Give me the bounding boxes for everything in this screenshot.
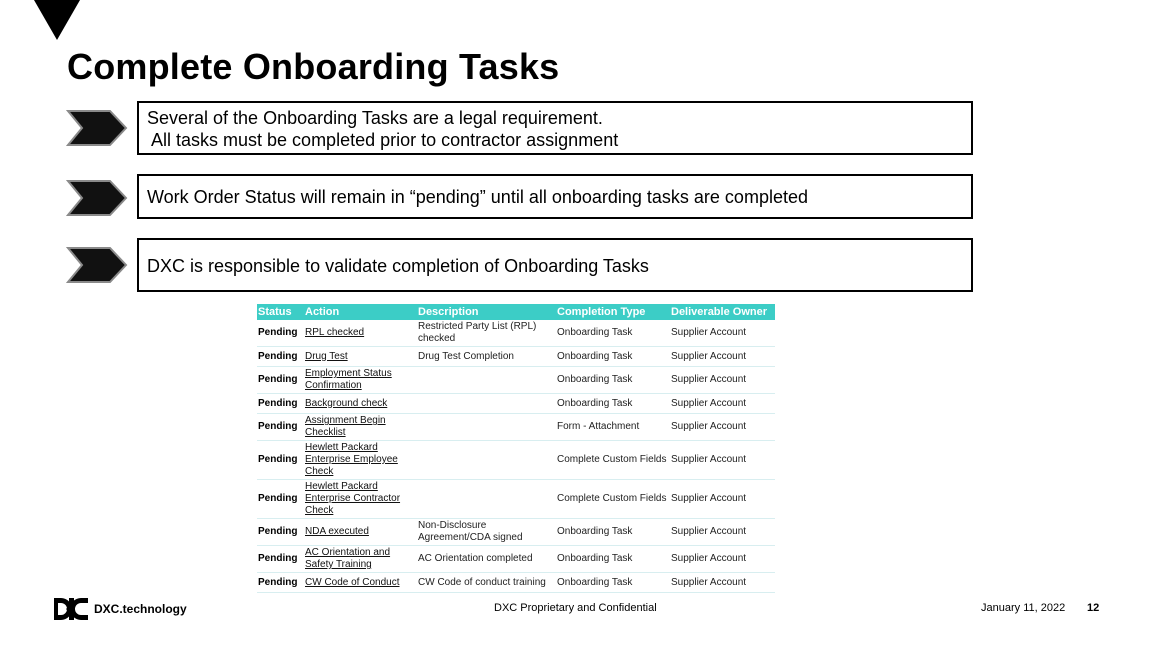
note-text: Several of the Onboarding Tasks are a legal requirement. <box>147 108 603 128</box>
completion-type-cell: Complete Custom Fields <box>556 441 670 480</box>
status-cell: Pending <box>257 320 304 347</box>
completion-type-cell: Onboarding Task <box>556 367 670 394</box>
completion-type-cell: Onboarding Task <box>556 573 670 593</box>
description-cell: Non-Disclosure Agreement/CDA signed <box>417 519 556 546</box>
table-row <box>257 546 775 573</box>
column-header-completion-type: Completion Type <box>556 304 670 320</box>
note-text: Work Order Status will remain in “pending” until all onboarding tasks are completed <box>147 187 808 207</box>
footer-confidential: DXC Proprietary and Confidential <box>494 602 657 614</box>
status-cell: Pending <box>257 573 304 593</box>
description-cell: Restricted Party List (RPL) checked <box>417 320 556 347</box>
action-link[interactable]: Background check <box>304 394 417 414</box>
description-cell: CW Code of conduct training <box>417 573 556 593</box>
description-cell <box>417 414 556 441</box>
status-cell: Pending <box>257 480 304 519</box>
table-row <box>257 320 775 347</box>
deliverable-owner-cell: Supplier Account <box>670 546 775 573</box>
deliverable-owner-cell: Supplier Account <box>670 347 775 367</box>
chevron-arrow-icon <box>66 179 128 217</box>
table-row <box>257 573 775 593</box>
completion-type-cell: Complete Custom Fields <box>556 480 670 519</box>
table-row <box>257 441 775 480</box>
deliverable-owner-cell: Supplier Account <box>670 394 775 414</box>
deliverable-owner-cell: Supplier Account <box>670 519 775 546</box>
column-header-description: Description <box>417 304 556 320</box>
chevron-arrow-icon <box>66 246 128 284</box>
action-link[interactable]: Hewlett Packard Enterprise Employee Check <box>304 441 417 480</box>
note-text: DXC is responsible to validate completion of Onboarding Tasks <box>147 256 649 276</box>
status-cell: Pending <box>257 394 304 414</box>
note-box-pending <box>137 174 973 219</box>
action-link[interactable]: Assignment Begin Checklist <box>304 414 417 441</box>
action-link[interactable]: Drug Test <box>304 347 417 367</box>
chevron-arrow-icon <box>66 109 128 147</box>
note-text: All tasks must be completed prior to contractor assignment <box>147 130 619 150</box>
table-row <box>257 367 775 394</box>
status-cell: Pending <box>257 414 304 441</box>
description-cell <box>417 394 556 414</box>
page-number: 12 <box>1087 602 1100 614</box>
completion-type-cell: Form - Attachment <box>556 414 670 441</box>
table-row <box>257 414 775 441</box>
status-cell: Pending <box>257 519 304 546</box>
status-cell: Pending <box>257 441 304 480</box>
action-link[interactable]: Employment Status Confirmation <box>304 367 417 394</box>
column-header-action: Action <box>304 304 417 320</box>
table-row <box>257 519 775 546</box>
action-link[interactable]: AC Orientation and Safety Training <box>304 546 417 573</box>
deliverable-owner-cell: Supplier Account <box>670 573 775 593</box>
column-header-deliverable-owner: Deliverable Owner <box>670 304 775 320</box>
action-link[interactable]: RPL checked <box>304 320 417 347</box>
description-cell: Drug Test Completion <box>417 347 556 367</box>
description-cell <box>417 367 556 394</box>
completion-type-cell: Onboarding Task <box>556 519 670 546</box>
completion-type-cell: Onboarding Task <box>556 347 670 367</box>
description-cell <box>417 480 556 519</box>
logo-text: DXC.technology <box>94 602 187 616</box>
completion-type-cell: Onboarding Task <box>556 546 670 573</box>
completion-type-cell: Onboarding Task <box>556 320 670 347</box>
description-cell: AC Orientation completed <box>417 546 556 573</box>
table-body <box>257 320 775 593</box>
deliverable-owner-cell: Supplier Account <box>670 414 775 441</box>
table-row <box>257 480 775 519</box>
status-cell: Pending <box>257 546 304 573</box>
slide-title: Complete Onboarding Tasks <box>67 46 560 87</box>
completion-type-cell: Onboarding Task <box>556 394 670 414</box>
deliverable-owner-cell: Supplier Account <box>670 320 775 347</box>
dxc-logo-mark-icon <box>54 598 88 620</box>
deliverable-owner-cell: Supplier Account <box>670 367 775 394</box>
corner-triangle-decoration <box>34 0 80 40</box>
onboarding-tasks-table <box>257 304 775 593</box>
status-cell: Pending <box>257 367 304 394</box>
note-box-validate <box>137 238 973 292</box>
table-row <box>257 394 775 414</box>
table-header-row <box>257 304 775 320</box>
description-cell <box>417 441 556 480</box>
action-link[interactable]: NDA executed <box>304 519 417 546</box>
status-cell: Pending <box>257 347 304 367</box>
footer-date: January 11, 2022 <box>981 602 1066 614</box>
column-header-status: Status <box>257 304 304 320</box>
dxc-logo <box>54 598 187 620</box>
deliverable-owner-cell: Supplier Account <box>670 480 775 519</box>
deliverable-owner-cell: Supplier Account <box>670 441 775 480</box>
table-row <box>257 347 775 367</box>
action-link[interactable]: CW Code of Conduct <box>304 573 417 593</box>
action-link[interactable]: Hewlett Packard Enterprise Contractor Check <box>304 480 417 519</box>
note-box-legal <box>137 101 973 155</box>
